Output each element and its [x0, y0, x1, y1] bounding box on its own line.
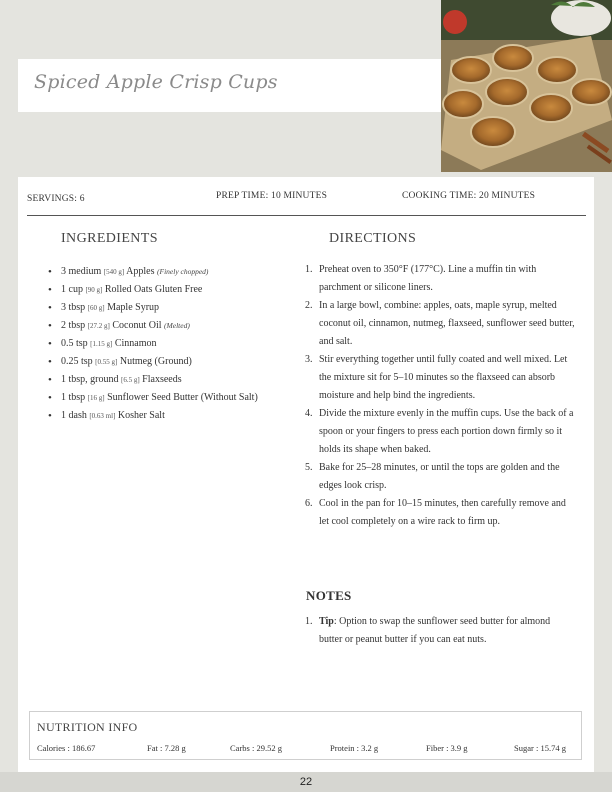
ingredient-name: Flaxseeds — [142, 374, 182, 385]
ingredient-metric: [90 g] — [85, 286, 103, 294]
step-number: 3. — [305, 354, 313, 365]
list-item — [48, 407, 293, 425]
ingredient-name: Nutmeg (Ground) — [119, 356, 192, 367]
nutrition-sugar: Sugar : 15.74 g — [514, 743, 566, 753]
note-text: : Option to swap the sunflower seed butter for almond butter or peanut butter if you can eat nuts. — [319, 616, 551, 645]
ingredient-qty: 3 medium — [61, 266, 102, 277]
ingredient-metric: [1.15 g] — [90, 340, 113, 348]
ingredient-name: Rolled Oats Gluten Free — [104, 284, 203, 295]
step-number: 4. — [305, 408, 313, 419]
recipe-card — [18, 177, 594, 777]
list-item — [305, 459, 575, 495]
ingredient-metric: [0.55 g] — [95, 358, 118, 366]
ingredient-name: Sunflower Seed Butter (Without Salt) — [107, 392, 258, 403]
ingredient-qty: 0.5 tsp — [61, 338, 88, 349]
step-text: Stir everything together until fully coated and well mixed. Let the mixture sit for 5–10 minutes so the flaxseed can absorb moisture and help bind the ingredients. — [319, 354, 568, 401]
recipe-photo — [441, 0, 612, 172]
ingredient-note: (Finely chopped) — [157, 267, 209, 276]
ingredient-qty: 0.25 tsp — [61, 356, 93, 367]
step-number: 2. — [305, 300, 313, 311]
ingredients-list — [48, 263, 293, 425]
note-label: Tip — [319, 616, 334, 627]
list-item — [305, 405, 575, 459]
notes-heading: NOTES — [306, 588, 352, 603]
list-item — [48, 335, 293, 353]
list-item — [48, 299, 293, 317]
nutrition-box — [29, 711, 582, 760]
list-item — [305, 351, 575, 405]
ingredient-name: Coconut Oil — [112, 320, 162, 331]
step-text: Bake for 25–28 minutes, or until the tops are golden and the edges look crisp. — [319, 462, 560, 491]
ingredient-qty: 1 tbsp — [61, 392, 86, 403]
list-item — [305, 261, 575, 297]
page-footer — [0, 772, 612, 792]
nutrition-fiber: Fiber : 3.9 g — [426, 743, 468, 753]
ingredient-name: Maple Syrup — [107, 302, 160, 313]
muffin-tin-photo-icon — [441, 0, 612, 172]
cooking-time: COOKING TIME: 20 MINUTES — [402, 191, 536, 201]
ingredient-qty: 1 tbsp, ground — [61, 374, 119, 385]
ingredient-metric: [27.2 g] — [87, 322, 110, 330]
ingredients-heading: INGREDIENTS — [61, 231, 158, 246]
ingredient-qty: 3 tbsp — [61, 302, 86, 313]
ingredient-qty: 1 dash — [61, 410, 87, 421]
ingredient-name: Cinnamon — [114, 338, 157, 349]
nutrition-heading: NUTRITION INFO — [37, 720, 138, 734]
ingredient-metric: [16 g] — [87, 394, 105, 402]
step-text: In a large bowl, combine: apples, oats, maple syrup, melted coconut oil, cinnamon, nutmeg, flaxseed, sunflower seed butter, and salt. — [319, 300, 575, 347]
recipe-title: Spiced Apple Crisp Cups — [34, 71, 278, 93]
step-number: 6. — [305, 498, 313, 509]
ingredient-metric: [0.63 ml] — [89, 412, 116, 420]
prep-time: PREP TIME: 10 MINUTES — [216, 191, 328, 201]
step-text: Preheat oven to 350°F (177°C). Line a muffin tin with parchment or silicone liners. — [319, 264, 537, 293]
recipe-meta — [18, 177, 594, 217]
nutrition-protein: Protein : 3.2 g — [330, 743, 379, 753]
ingredient-metric: [60 g] — [87, 304, 105, 312]
divider — [27, 215, 586, 216]
directions-list — [305, 261, 575, 531]
list-item — [305, 297, 575, 351]
list-item — [48, 317, 293, 335]
list-item — [305, 613, 575, 649]
ingredient-qty: 1 cup — [61, 284, 83, 295]
step-text: Divide the mixture evenly in the muffin cups. Use the back of a spoon or your fingers to press each portion down firmly so it holds its shape when baked. — [319, 408, 574, 455]
ingredient-qty: 2 tbsp — [61, 320, 86, 331]
list-item — [48, 353, 293, 371]
ingredient-name: Kosher Salt — [117, 410, 165, 421]
page-number: 22 — [299, 776, 313, 788]
notes-list — [305, 613, 575, 649]
ingredient-name: Apples — [126, 266, 155, 277]
ingredient-metric: [540 g] — [103, 268, 125, 276]
directions-heading: DIRECTIONS — [329, 231, 417, 246]
nutrition-carbs: Carbs : 29.52 g — [230, 743, 282, 753]
step-number: 1. — [305, 264, 313, 275]
step-number: 5. — [305, 462, 313, 473]
note-number: 1. — [305, 616, 313, 627]
nutrition-fat: Fat : 7.28 g — [147, 743, 186, 753]
step-text: Cool in the pan for 10–15 minutes, then carefully remove and let cool completely on a wire rack to firm up. — [319, 498, 566, 527]
list-item — [305, 495, 575, 531]
list-item — [48, 371, 293, 389]
nutrition-calories: Calories : 186.67 — [37, 743, 96, 753]
ingredient-metric: [6.5 g] — [121, 376, 140, 384]
ingredient-note: (Melted) — [164, 321, 190, 330]
servings: SERVINGS: 6 — [27, 194, 85, 204]
title-band — [18, 59, 442, 112]
list-item — [48, 389, 293, 407]
list-item — [48, 281, 293, 299]
list-item — [48, 263, 293, 281]
